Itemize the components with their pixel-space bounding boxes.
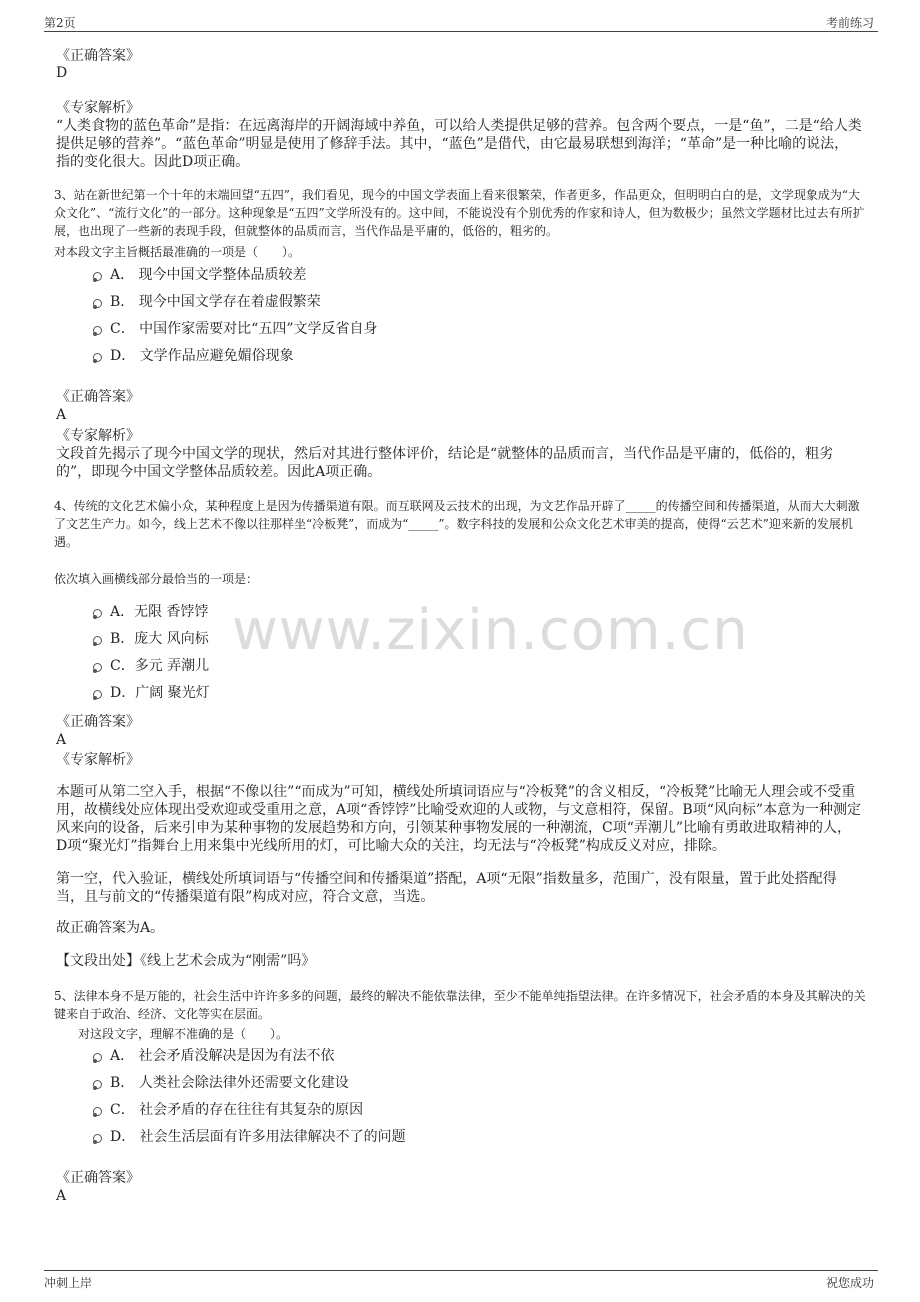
option-b[interactable]: B．庞大 风向标 — [93, 630, 209, 648]
analysis-heading: 《专家解析》 — [56, 752, 140, 768]
option-c[interactable]: C． 社会矛盾的存在往往有其复杂的原因 — [93, 1101, 363, 1119]
option-d[interactable]: D．广阔 聚光灯 — [93, 684, 210, 702]
option-c[interactable]: C． 中国作家需要对比“五四”文学反省自身 — [93, 320, 377, 338]
option-a[interactable]: A． 现今中国文学整体品质较差 — [93, 266, 307, 284]
question-prompt: 依次填入画横线部分最恰当的一项是： — [54, 572, 259, 586]
option-a[interactable]: A． 社会矛盾没解决是因为有法不依 — [93, 1047, 335, 1065]
blank-2: _____ — [408, 517, 439, 531]
radio-icon[interactable] — [93, 272, 102, 281]
question-stem: 4、传统的文化艺术偏小众，某种程度上是因为传播渠道有限。而互联网及云技术的出现，为文艺作品开辟了_____的传播空间和传播渠道，从而大大刺激了文艺生产力。如今，线上艺术不像以往那样坐“冷板凳”，而成为“_____”。数字科技的发展和公众文化艺术审美的提高，使得“云艺术”迎来新的发展机遇。 — [54, 499, 860, 549]
answer-heading: 《正确答案》 — [56, 48, 140, 64]
analysis-paragraph-3: 故正确答案为A。 — [56, 920, 165, 936]
answer-value: A — [56, 732, 67, 748]
answer-value: A — [56, 407, 67, 423]
option-d[interactable]: D． 社会生活层面有许多用法律解决不了的问题 — [93, 1128, 406, 1146]
blank-1: _____ — [625, 499, 656, 513]
question-prompt: 对本段文字主旨概括最准确的一项是（ ）。 — [54, 245, 301, 259]
watermark: www.zixin.com.cn — [232, 598, 749, 663]
radio-icon[interactable] — [93, 326, 102, 335]
answer-value: D — [56, 65, 68, 81]
option-d[interactable]: D． 文学作品应避免媚俗现象 — [93, 347, 294, 365]
option-b[interactable]: B． 人类社会除法律外还需要文化建设 — [93, 1074, 349, 1092]
radio-icon[interactable] — [93, 299, 102, 308]
analysis-paragraph-1: 本题可从第二空入手，根据“不像以往”“而成为”可知，横线处所填词语应与“冷板凳”的含义相反，“冷板凳”比喻无人理会或不受重用，故横线处应体现出受欢迎或受重用之意，A项“香饽饽”比喻受欢迎的人或物，与文意相符，保留。B项“风向标”本意为一种测定风来向的设备，后来引申为某种事物的发展趋势和方向，引领某种事物发展的一种潮流，C项“弄潮儿”比喻有勇敢进取精神的人，D项“聚光灯”指舞台上用来集中光线所用的灯，可比喻大众的关注，均无法与“冷板凳”构成反义对应，排除。 — [56, 784, 862, 854]
question-stem: 3、站在新世纪第一个十年的末端回望“五四”，我们看见，现今的中国文学表面上看来很繁荣，作者更多，作品更众，但明明白白的是，文学现象成为“大众文化”、“流行文化”的一部分。这种现象是“五四”文学所没有的。这中间，不能说没有个别优秀的作家和诗人，但为数极少；虽然文学题材比过去有所扩展，也出现了一些新的表现手段，但就整体的品质而言，当代作品是平庸的，低俗的，粗劣的。 — [54, 188, 865, 238]
analysis-text: 文段首先揭示了现今中国文学的现状，然后对其进行整体评价，结论是“就整体的品质而言，当代作品是平庸的，低俗的，粗劣的”，即现今中国文学整体品质较差。因此A项正确。 — [56, 446, 834, 480]
option-b[interactable]: B． 现今中国文学存在着虚假繁荣 — [93, 293, 321, 311]
radio-icon[interactable] — [93, 1134, 102, 1143]
footer-rule — [44, 1270, 878, 1271]
radio-icon[interactable] — [93, 1080, 102, 1089]
radio-icon[interactable] — [93, 353, 102, 362]
answer-heading: 《正确答案》 — [56, 714, 140, 730]
page-number: 第2页 — [44, 16, 76, 30]
question-stem: 5、法律本身不是万能的，社会生活中许许多多的问题，最终的解决不能依靠法律，至少不能单纯指望法律。在许多情况下，社会矛盾的本身及其解决的关键来自于政治、经济、文化等实在层面。 — [54, 989, 866, 1021]
question-prompt: 对这段文字，理解不准确的是（ ）。 — [78, 1027, 289, 1041]
footer-left-label: 冲刺上岸 — [44, 1276, 93, 1290]
analysis-heading: 《专家解析》 — [56, 100, 140, 116]
option-a[interactable]: A．无限 香饽饽 — [93, 603, 209, 621]
answer-value: A — [56, 1188, 67, 1204]
answer-heading: 《正确答案》 — [56, 389, 140, 405]
header-right-label: 考前练习 — [826, 16, 875, 30]
analysis-paragraph-2: 第一空，代入验证，横线处所填词语与“传播空间和传播渠道”搭配，A项“无限”指数量多，范围广，没有限量，置于此处搭配得当，且与前文的“传播渠道有限”构成对应，符合文意，当选。 — [56, 871, 837, 905]
radio-icon[interactable] — [93, 609, 102, 618]
footer-right-label: 祝您成功 — [826, 1276, 875, 1290]
radio-icon[interactable] — [93, 690, 102, 699]
radio-icon[interactable] — [93, 663, 102, 672]
radio-icon[interactable] — [93, 636, 102, 645]
header-rule — [44, 31, 878, 32]
analysis-text: “人类食物的蓝色革命”是指：在远离海岸的开阔海域中养鱼，可以给人类提供足够的营养。包含两个要点，一是“鱼”，二是“给人类提供足够的营养”。“蓝色革命”明显是使用了修辞手法。其中，“蓝色”是借代，由它最易联想到海洋；“革命”是一种比喻的说法，指的变化很大。因此D项正确。 — [56, 118, 862, 170]
answer-heading: 《正确答案》 — [56, 1170, 140, 1186]
analysis-heading: 《专家解析》 — [56, 428, 140, 444]
option-c[interactable]: C．多元 弄潮儿 — [93, 657, 209, 675]
radio-icon[interactable] — [93, 1107, 102, 1116]
source-citation: 【文段出处】《线上艺术会成为“刚需”吗》 — [56, 953, 316, 969]
radio-icon[interactable] — [93, 1053, 102, 1062]
